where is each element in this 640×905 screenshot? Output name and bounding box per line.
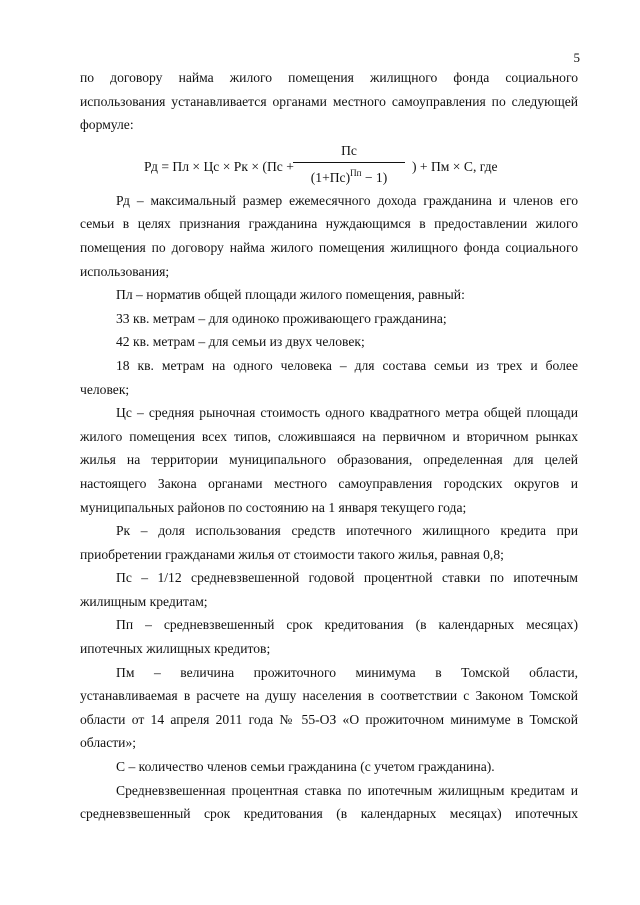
text-line: Рк – доля использования средств ипотечного жилищного кредита при	[116, 523, 578, 539]
text-line: Пс – 1/12 средневзвешенной годовой процентной ставки по ипотечным	[116, 570, 578, 586]
formula	[80, 137, 578, 189]
text-line: Пм – величина прожиточного минимума в Томской области,	[116, 664, 578, 680]
text-line: Цс – средняя рыночная стоимость одного квадратного метра общей площади	[116, 405, 578, 421]
text-line: Рд – максимальный размер ежемесячного дохода гражданина и членов его	[116, 192, 578, 208]
text-line: помещения по договору найма жилого помещения жилищного фонда социального	[80, 239, 578, 255]
formula-right: ) + Пм × С, где	[412, 158, 498, 174]
page-number: 5	[573, 50, 580, 65]
text-line: семьи в целях признания гражданина нуждающимся в предоставлении жилого	[80, 216, 578, 232]
denominator-exponent: Пп	[350, 167, 362, 178]
fraction-bar	[293, 162, 405, 163]
text-line: 18 кв. метрам на одного человека – для состава семьи из трех и более	[116, 357, 578, 373]
text-line: области»;	[80, 735, 137, 751]
formula-denominator	[293, 164, 405, 187]
text-line: области от 14 апреля 2011 года № 55-ОЗ «О прожиточном минимуме в Томской	[80, 711, 578, 727]
text-line: человек;	[80, 381, 130, 397]
text-block-after-formula	[80, 189, 578, 826]
text-line: по договору найма жилого помещения жилищного фонда социального	[80, 70, 578, 85]
formula-left: Рд = Пл × Цс × Рк × (Пс +	[144, 158, 294, 174]
text-line: жилья на территории муниципального образования, определенная для целей	[80, 452, 578, 468]
text-line: 42 кв. метрам – для семьи из двух человек;	[116, 334, 365, 350]
text-line: использования устанавливается органами местного самоуправления по следующей	[80, 93, 578, 109]
text-block-before-formula	[80, 66, 578, 137]
text-line: жилищным кредитам;	[80, 593, 208, 609]
formula-fraction	[293, 142, 405, 187]
text-line: настоящего Закона органами местного самоуправления городских округов и	[80, 475, 578, 491]
text-line: Средневзвешенная процентная ставка по ипотечным жилищным кредитам и	[116, 782, 578, 798]
formula-numerator: Пс	[341, 142, 357, 158]
text-line: ипотечных жилищных кредитов;	[80, 641, 271, 657]
text-line: муниципальных районов по состоянию на 1 января текущего года;	[80, 499, 467, 515]
text-line: Пл – норматив общей площади жилого помещения, равный:	[116, 287, 465, 303]
text-line: формуле:	[80, 117, 134, 133]
text-line: средневзвешенный срок кредитования (в календарных месяцах) ипотечных	[80, 806, 578, 822]
text-line: 33 кв. метрам – для одиноко проживающего гражданина;	[116, 310, 447, 326]
text-line: устанавливаемая в расчете на душу населения в соответствии с Законом Томской	[80, 688, 578, 704]
text-line: использования;	[80, 263, 170, 279]
text-line: Пп – средневзвешенный срок кредитования (в календарных месяцах)	[116, 617, 578, 633]
text-line: С – количество членов семьи гражданина (с учетом гражданина).	[116, 759, 495, 775]
document-body	[80, 66, 578, 826]
text-line: жилого помещения всех типов, сложившаяся на первичном и вторичном рынках	[80, 428, 578, 444]
denominator-base: (1+Пс)	[310, 169, 351, 185]
text-line: приобретении гражданами жилья от стоимости такого жилья, равная 0,8;	[80, 546, 504, 562]
denominator-tail: − 1)	[361, 169, 388, 185]
